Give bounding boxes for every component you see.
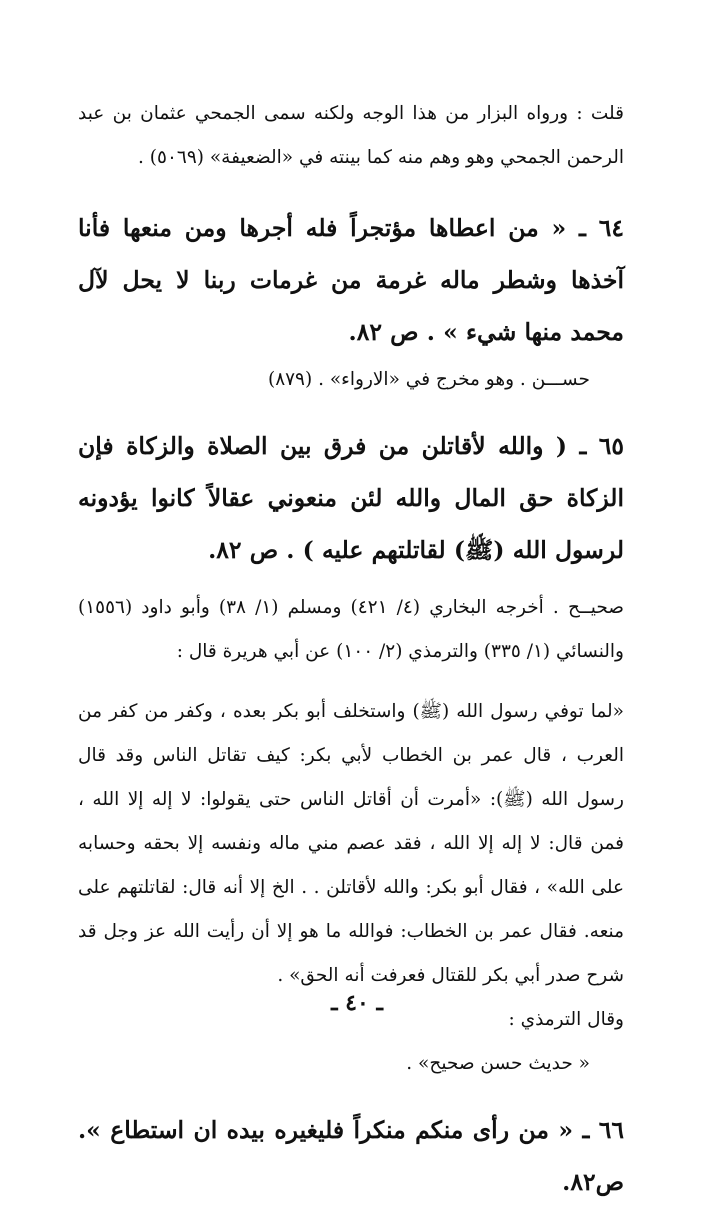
intro-note: قلت : ورواه البزار من هذا الوجه ولكنه سمى الجمحي عثمان بن عبد الرحمن الجمحي وهو وهم منه كما بينته في «الضعيفة» (٥٠٦٩) . (78, 103, 624, 168)
tirmidhi-quote: « حديث حسن صحيح» . (406, 1053, 590, 1074)
hadith-65-grading (78, 586, 624, 674)
hadith-66-text (78, 1104, 624, 1208)
hadith-66-number: ٦٦ ـ (582, 1116, 624, 1144)
hadith-65-grade-note: . أخرجه البخاري (٤/ ٤٢١) ومسلم (١/ ٣٨) وأبو داود (١٥٥٦) والنسائي (١/ ٣٣٥) والترمذي (٢/ ١٠٠) عن أبي هريرة قال : (78, 597, 624, 662)
hadith-64-grading (78, 358, 624, 402)
page-number: ـ ٤٠ ـ (331, 990, 383, 1016)
hadith-64-text (78, 202, 624, 358)
hadith-65-grade: صحيــح (567, 597, 624, 618)
tirmidhi-intro: وقال الترمذي : (508, 1009, 624, 1030)
hadith-64-grade: حســـن (531, 369, 590, 390)
page-body (78, 92, 624, 1208)
hadith-65-quote: «لما توفي رسول الله (ﷺ) واستخلف أبو بكر بعده ، وكفر من كفر من العرب ، قال عمر بن الخطاب لأبي بكر: كيف تقاتل الناس وقد قال رسول الله (ﷺ): «أمرت أن أقاتل الناس حتى يقولوا: لا إله إلا الله ، فمن قال: لا إله إلا الله ، فقد عصم مني ماله ونفسه إلا بحقه وحسابه على الله» ، فقال أبو بكر: والله لأقاتلن . . الخ إلا أنه قال: لقاتلتهم على منعه. فقال عمر بن الخطاب: فوالله ما هو إلا أن رأيت الله عز وجل قد شرح صدر أبي بكر للقتال فعرفت أنه الحق» . (78, 701, 624, 986)
hadith-64-number: ٦٤ ـ (579, 214, 624, 242)
hadith-65-text (78, 420, 624, 576)
hadith-65-body: ( والله لأقاتلن من فرق بين الصلاة والزكاة فإن الزكاة حق المال والله لئن منعوني عقالاً كانوا يؤدونه لرسول الله (ﷺ) لقاتلتهم عليه ) . ص ٨٢. (78, 432, 624, 564)
hadith-65-number: ٦٥ ـ (579, 432, 624, 460)
hadith-64 (78, 202, 624, 402)
hadith-64-grade-note: . وهو مخرج في «الارواء» . (٨٧٩) (267, 369, 526, 390)
hadith-65 (78, 420, 624, 1086)
hadith-66-body: « من رأى منكم منكراً فليغيره بيده ان استطاع ». ص٨٢. (78, 1116, 624, 1196)
hadith-66 (78, 1104, 624, 1208)
hadith-64-body: « من اعطاها مؤتجراً فله أجرها ومن منعها فأنا آخذها وشطر ماله غرمة من غرمات ربنا لا يحل لآل محمد منها شيء » . ص ٨٢. (78, 214, 624, 346)
